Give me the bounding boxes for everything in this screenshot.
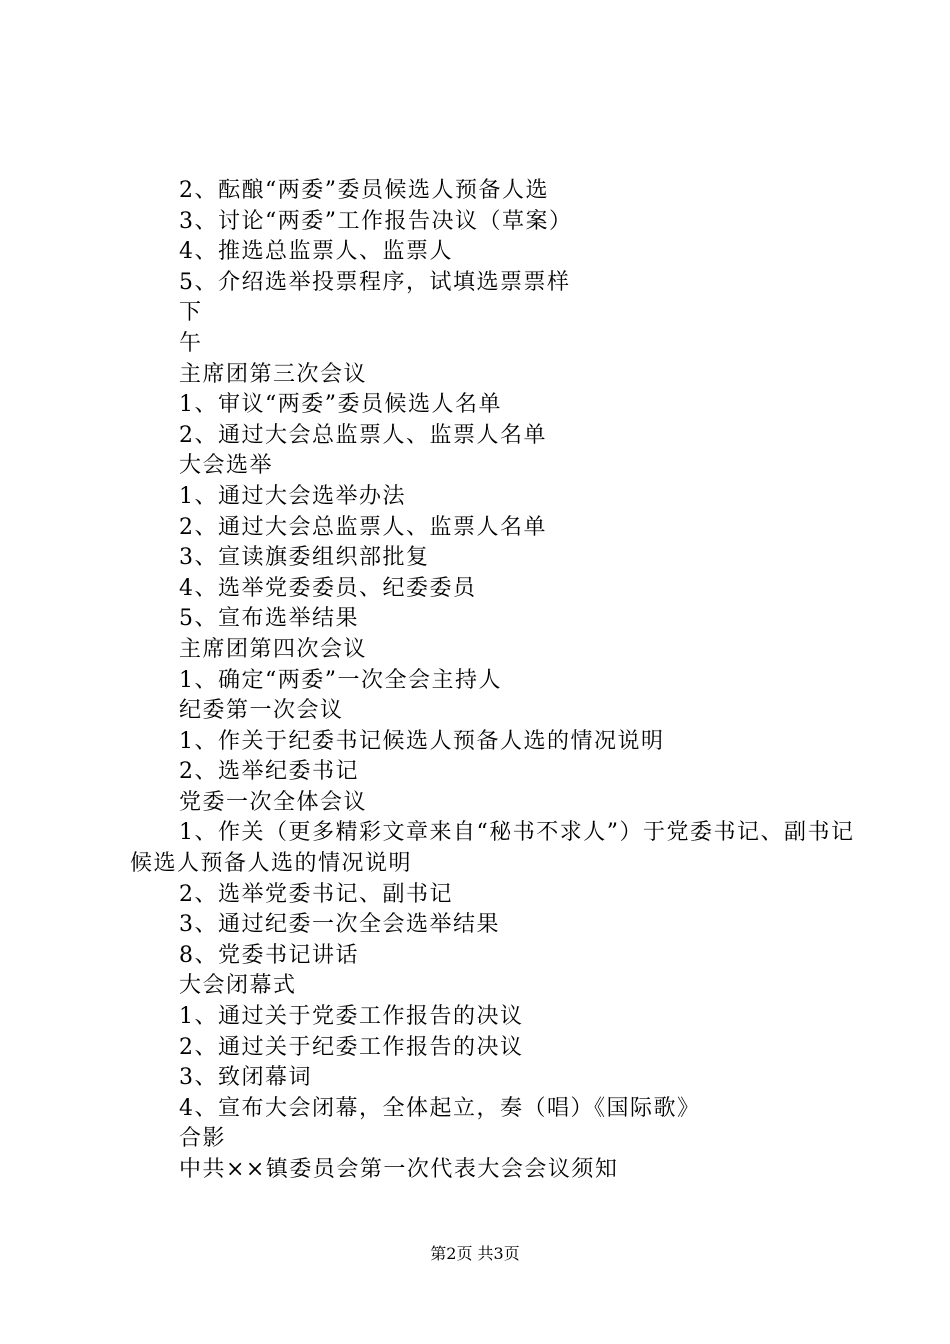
body-line: 下 bbox=[179, 300, 203, 326]
section-heading: 主席团第三次会议 bbox=[179, 361, 368, 387]
body-line: 5、介绍选举投票程序，试填选票票样 bbox=[179, 269, 571, 295]
section-heading: 大会选举 bbox=[179, 453, 274, 479]
body-line: 3、宣读旗委组织部批复 bbox=[179, 545, 430, 571]
body-line: 2、通过关于纪委工作报告的决议 bbox=[179, 1034, 524, 1060]
body-line: 1、通过关于党委工作报告的决议 bbox=[179, 1004, 524, 1030]
section-heading: 中共××镇委员会第一次代表大会会议须知 bbox=[179, 1157, 619, 1182]
body-paragraph: 1、作关（更多精彩文章来自“秘书不求人”）于党委书记、副书记候选人预备人选的情况说明 bbox=[130, 820, 855, 877]
body-line: 1、审议“两委”委员候选人名单 bbox=[179, 392, 502, 418]
section-heading: 纪委第一次会议 bbox=[179, 698, 344, 724]
body-line: 5、宣布选举结果 bbox=[179, 606, 359, 632]
body-line: 2、选举党委书记、副书记 bbox=[179, 881, 453, 907]
body-line: 4、推选总监票人、监票人 bbox=[179, 239, 453, 265]
section-heading: 主席团第四次会议 bbox=[179, 636, 368, 662]
document-body bbox=[130, 176, 860, 1186]
section-heading: 大会闭幕式 bbox=[179, 973, 297, 999]
body-line: 午 bbox=[179, 330, 203, 356]
body-line: 1、作关于纪委书记候选人预备人选的情况说明 bbox=[179, 728, 665, 754]
body-line: 3、致闭幕词 bbox=[179, 1065, 312, 1091]
page-number-footer: 第2页 共3页 bbox=[430, 1244, 520, 1263]
body-line: 合影 bbox=[179, 1126, 227, 1152]
body-line: 2、选举纪委书记 bbox=[179, 759, 359, 785]
body-line: 1、确定“两委”一次全会主持人 bbox=[179, 667, 502, 693]
body-line: 3、讨论“两委”工作报告决议（草案） bbox=[179, 208, 573, 234]
body-line: 8、党委书记讲话 bbox=[179, 942, 359, 968]
body-line: 4、宣布大会闭幕，全体起立，奏（唱）《国际歌》 bbox=[179, 1095, 701, 1121]
body-line: 1、通过大会选举办法 bbox=[179, 483, 406, 509]
section-heading: 党委一次全体会议 bbox=[179, 789, 368, 815]
body-line: 2、通过大会总监票人、监票人名单 bbox=[179, 514, 547, 540]
body-line: 2、通过大会总监票人、监票人名单 bbox=[179, 422, 547, 448]
body-line: 2、酝酿“两委”委员候选人预备人选 bbox=[179, 178, 549, 203]
body-line: 3、通过纪委一次全会选举结果 bbox=[179, 912, 500, 938]
body-line: 4、选举党委委员、纪委委员 bbox=[179, 575, 477, 601]
